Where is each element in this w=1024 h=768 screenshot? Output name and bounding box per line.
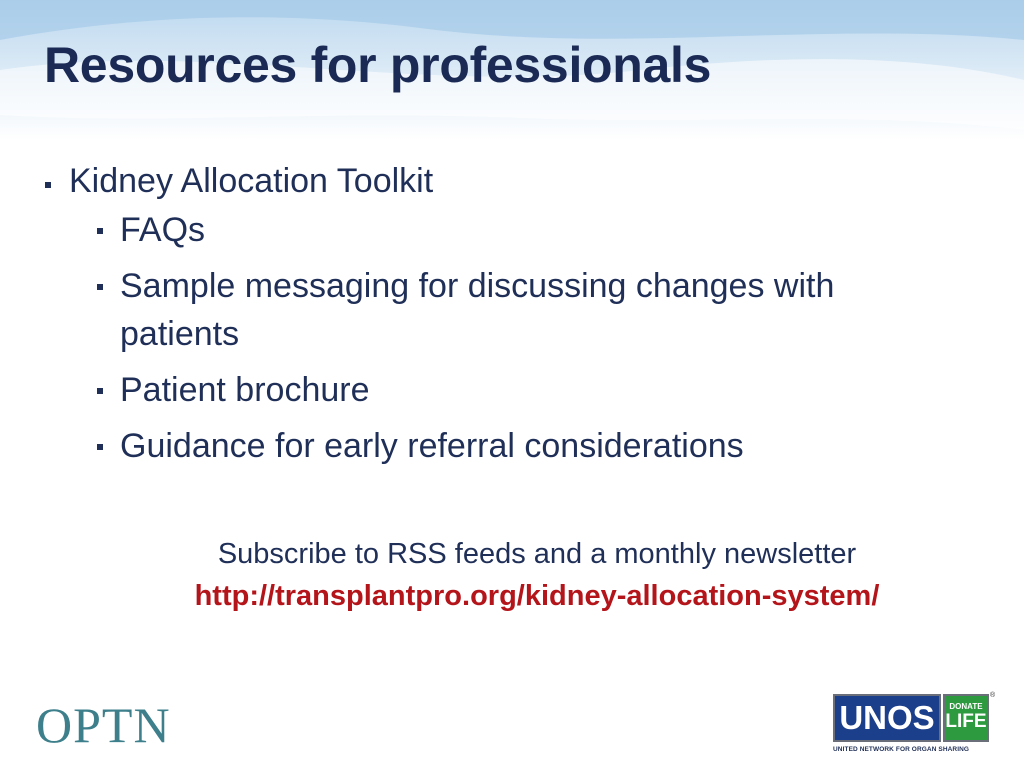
bullet-marker <box>97 444 103 450</box>
bullet-marker <box>97 388 103 394</box>
bullet-kidney-allocation-toolkit: Kidney Allocation Toolkit <box>69 162 434 200</box>
transplantpro-link[interactable]: http://transplantpro.org/kidney-allocation-system/ <box>194 580 880 612</box>
bullet-marker <box>97 228 103 234</box>
registered-mark: ® <box>990 692 996 699</box>
bullet-marker <box>45 182 51 188</box>
donate-life-logo <box>943 694 989 742</box>
sub-bullet-sample-messaging-continued: patients <box>120 315 240 353</box>
sub-bullet-faqs: FAQs <box>120 211 206 249</box>
unos-logo-text: UNOS <box>833 694 941 742</box>
optn-logo: OPTN <box>36 697 171 753</box>
slide-title: Resources for professionals <box>44 37 712 93</box>
unos-donate-life-logo <box>833 692 996 758</box>
sub-bullet-sample-messaging: Sample messaging for discussing changes with <box>120 267 835 305</box>
donate-text: DONATE <box>949 702 983 711</box>
life-text: LIFE <box>945 711 987 732</box>
sub-bullet-patient-brochure: Patient brochure <box>120 371 370 409</box>
sub-bullet-early-referral: Guidance for early referral considerations <box>120 427 744 465</box>
bullet-marker <box>97 284 103 290</box>
subscribe-text: Subscribe to RSS feeds and a monthly newsletter <box>217 538 857 570</box>
unos-tagline: UNITED NETWORK FOR ORGAN SHARING <box>833 746 970 753</box>
